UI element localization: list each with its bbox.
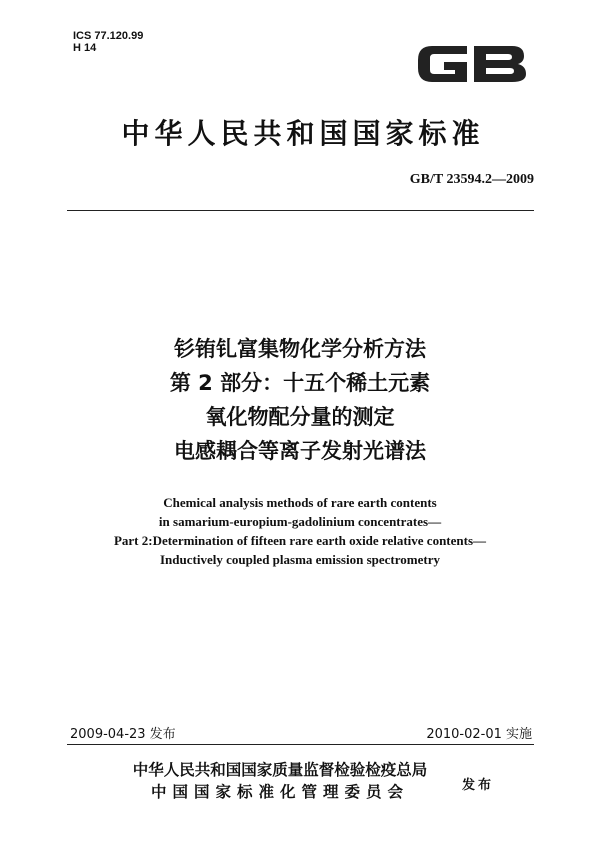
- ccs-code: H 14: [73, 42, 97, 54]
- issue-date: 2009-04-23 发布: [70, 727, 176, 742]
- title-en-line-3: Part 2:Determination of fifteen rare earth oxide relative contents—: [113, 533, 487, 548]
- national-standard-heading: 中华人民共和国国家标准: [121, 117, 485, 150]
- title-cn-line-3: 氧化物配分量的测定: [205, 405, 395, 429]
- publish-label: 发布: [462, 778, 495, 793]
- issuer-aqsiq: 中华人民共和国国家质量监督检验检疫总局: [132, 760, 428, 779]
- title-cn-line-4: 电感耦合等离子发射光谱法: [174, 439, 426, 463]
- implementation-date: 2010-02-01 实施: [426, 727, 532, 742]
- title-cn-line-2: 第 2 部分：十五个稀土元素: [169, 371, 431, 395]
- title-en-line-1: Chemical analysis methods of rare earth contents: [163, 495, 437, 510]
- title-cn-line-1: 钐铕钆富集物化学分析方法: [174, 337, 426, 361]
- title-en-line-4: Inductively coupled plasma emission spectrometry: [160, 552, 440, 567]
- ics-code: ICS 77.120.99: [73, 30, 144, 42]
- title-en-line-2: in samarium-europium-gadolinium concentrates—: [158, 514, 442, 529]
- issuer-sac: 中国国家标准化管理委员会: [150, 782, 409, 801]
- top-divider: [67, 210, 534, 211]
- gb-logo: [412, 38, 532, 90]
- bottom-divider: [67, 744, 534, 745]
- standard-code: GB/T 23594.2—2009: [409, 172, 534, 187]
- gb-logo-mark: [418, 46, 526, 82]
